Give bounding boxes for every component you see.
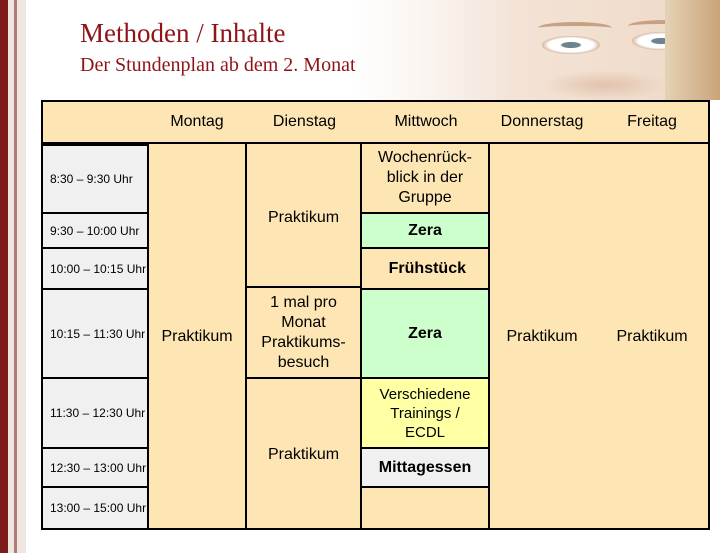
time-slot-2: 9:30 – 10:00 Uhr xyxy=(41,212,149,249)
header-montag: Montag xyxy=(170,113,224,130)
dienstag-praktikum-morning: Praktikum xyxy=(245,142,362,288)
table-top-border xyxy=(41,100,710,102)
header-photo xyxy=(350,0,720,100)
donnerstag-praktikum: Praktikum xyxy=(506,328,578,345)
page-subtitle: Der Stundenplan ab dem 2. Monat xyxy=(80,54,356,76)
dienstag-praktikumsbesuch: 1 mal pro Monat Praktikums-besuch xyxy=(245,286,362,379)
mittwoch-mittagessen: Mittagessen xyxy=(360,447,490,488)
time-slot-3: 10:00 – 10:15 Uhr xyxy=(41,247,149,290)
header-donnerstag: Donnerstag xyxy=(500,113,584,130)
freitag-praktikum: Praktikum xyxy=(616,328,688,345)
left-decor-bar xyxy=(0,0,8,553)
header-mittwoch: Mittwoch xyxy=(394,113,458,130)
header-dienstag: Dienstag xyxy=(272,113,337,130)
header-freitag: Freitag xyxy=(627,113,677,130)
table-left-border xyxy=(41,100,43,530)
mittwoch-fruehstueck: Frühstück xyxy=(360,247,490,290)
mittwoch-wochenrueckblick: Wochenrück-blick in der Gruppe xyxy=(360,142,490,214)
mittwoch-trainings: Verschiedene Trainings / ECDL xyxy=(360,377,490,449)
mittwoch-empty-afternoon xyxy=(360,486,490,530)
montag-praktikum: Praktikum xyxy=(161,328,233,345)
page-title: Methoden / Inhalte xyxy=(80,18,286,48)
mittwoch-zera-2: Zera xyxy=(360,288,490,379)
time-slot-4: 10:15 – 11:30 Uhr xyxy=(41,288,149,379)
schedule-table xyxy=(41,100,710,530)
table-right-border xyxy=(708,100,710,530)
time-slot-1: 8:30 – 9:30 Uhr xyxy=(41,144,149,214)
left-decor-strip xyxy=(8,0,26,553)
time-slot-7: 13:00 – 15:00 Uhr xyxy=(41,486,149,530)
time-slot-6: 12:30 – 13:00 Uhr xyxy=(41,447,149,488)
table-bottom-border xyxy=(41,528,710,530)
left-decor-line xyxy=(14,0,17,553)
header-separator xyxy=(41,142,710,144)
dienstag-praktikum-afternoon: Praktikum xyxy=(245,377,362,530)
mittwoch-zera-1: Zera xyxy=(360,212,490,249)
time-slot-5: 11:30 – 12:30 Uhr xyxy=(41,377,149,449)
